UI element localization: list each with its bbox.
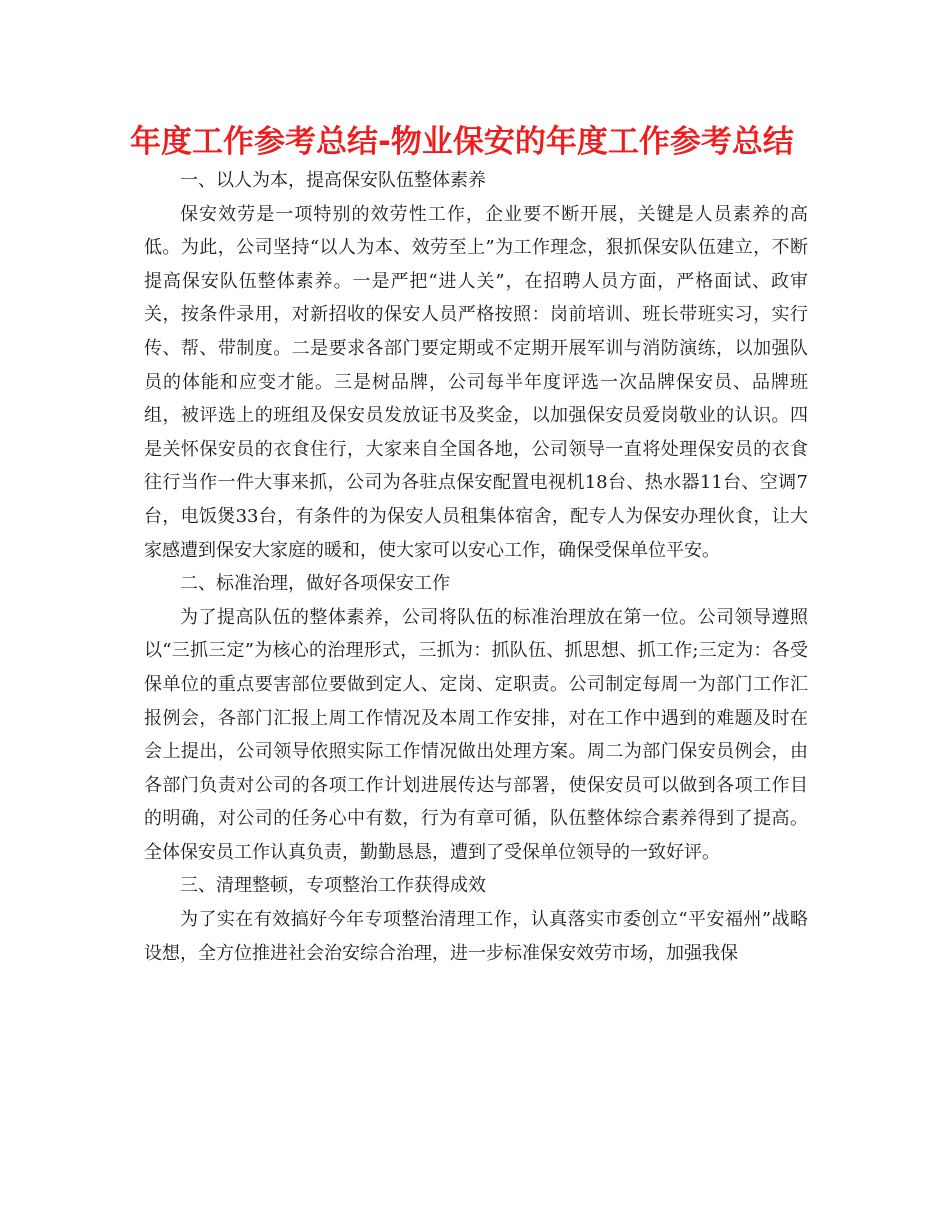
section-paragraph: 保安效劳是一项特别的效劳性工作，企业要不断开展，关键是人员素养的高低。为此，公司坚持“以人为本、效劳至上”为工作理念，狠抓保安队伍建立，不断提高保安队伍整体素养。一是严把“进人关”，在招聘人员方面，严格面试、政审关，按条件录用，对新招收的保安人员严格按照：岗前培训、班长带班实习，实行传、帮、带制度。二是要求各部门要定期或不定期开展军训与消防演练，以加强队员的体能和应变才能。三是树品牌，公司每半年度评选一次品牌保安员、品牌班组，被评选上的班组及保安员发放证书及奖金，以加强保安员爱岗敬业的认识。四是关怀保安员的衣食住行，大家来自全国各地，公司领导一直将处理保安员的衣食往行当作一件大事来抓，公司为各驻点保安配置电视机18台、热水器11台、空调7台，电饭煲33台，有条件的为保安人员租集体宿舍，配专人为保安办理伙食，让大家感遭到保安大家庭的暖和，使大家可以安心工作，确保受保单位平安。	[144, 203, 808, 561]
section-heading: 二、标准治理，做好各项保安工作	[180, 573, 450, 595]
section-paragraph: 为了实在有效搞好今年专项整治清理工作，认真落实市委创立“平安福州”战略设想，全方位推进社会治安综合治理，进一步标准保安效劳市场，加强我保	[144, 909, 808, 964]
section-heading: 三、清理整顿，专项整治工作获得成效	[180, 875, 486, 897]
document-title: 年度工作参考总结-物业保安的年度工作参考总结	[130, 124, 794, 160]
section-paragraph: 为了提高队伍的整体素养，公司将队伍的标准治理放在第一位。公司领导遵照以“三抓三定”为核心的治理形式，三抓为：抓队伍、抓思想、抓工作;三定为：各受保单位的重点要害部位要做到定人、定岗、定职责。公司制定每周一为部门工作汇报例会，各部门汇报上周工作情况及本周工作安排，对在工作中遇到的难题及时在会上提出，公司领导依照实际工作情况做出处理方案。周二为部门保安员例会，由各部门负责对公司的各项工作计划进展传达与部署，使保安员可以做到各项工作目的明确，对公司的任务心中有数，行为有章可循，队伍整体综合素养得到了提高。全体保安员工作认真负责，勤勤恳恳，遭到了受保单位领导的一致好评。	[144, 606, 808, 863]
section-heading: 一、以人为本，提高保安队伍整体素养	[180, 170, 486, 191]
document-body	[144, 164, 808, 970]
